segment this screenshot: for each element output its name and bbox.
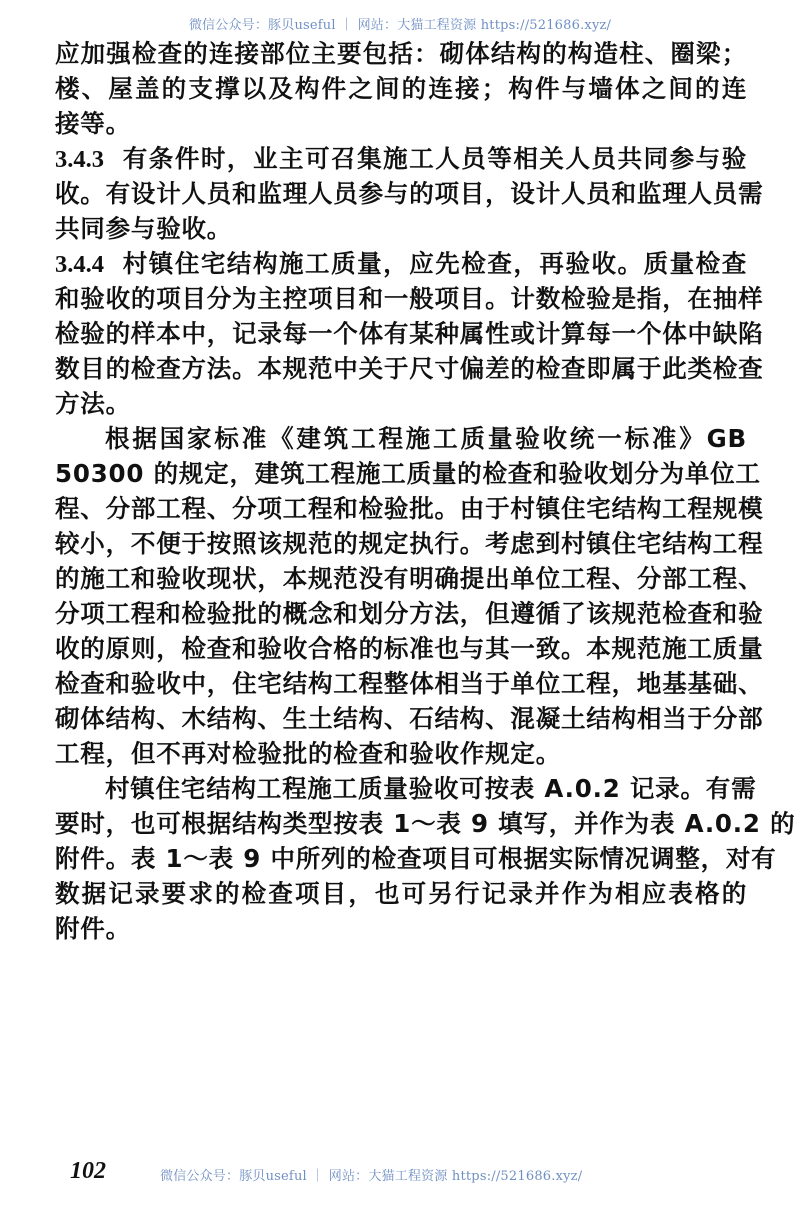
text-line: 分项工程和检验批的概念和划分方法，但遵循了该规范检查和验	[55, 599, 764, 628]
watermark-bottom: 微信公众号：豚贝useful ｜ 网站：大猫工程资源 https://521686.xyz/	[160, 1169, 583, 1184]
text-line: 应加强检查的连接部位主要包括：砌体结构的构造柱、圈梁；	[55, 39, 747, 68]
section-number: 3.4.3	[55, 146, 104, 173]
text-line: 共同参与验收。	[55, 214, 233, 243]
page-body	[55, 36, 796, 946]
text-line: 附件。表 1～表 9 中所列的检查项目可根据实际情况调整，对有	[55, 844, 777, 873]
watermark-top: 微信公众号：豚贝useful ｜ 网站：大猫工程资源 https://521686.xyz/	[188, 18, 612, 33]
text-line: 接等。	[55, 109, 131, 138]
text-line: 砌体结构、木结构、生土结构、石结构、混凝土结构相当于分部	[55, 704, 764, 733]
text-line: 村镇住宅结构工程施工质量验收可按表 A.0.2 记录。有需	[105, 774, 757, 803]
paragraph-table-a02	[55, 771, 796, 946]
text-line: 工程，但不再对检验批的检查和验收作规定。	[55, 739, 561, 768]
section-3-4-3	[55, 141, 764, 246]
text-line: 数据记录要求的检查项目，也可另行记录并作为相应表格的	[55, 879, 747, 908]
section-3-4-4	[55, 246, 764, 421]
text-line: 附件。	[55, 914, 131, 943]
text-line: 检验的样本中，记录每一个体有某种属性或计算每一个体中缺陷	[55, 319, 764, 348]
page-number: 102	[70, 1158, 106, 1184]
text-line: 收。有设计人员和监理人员参与的项目，设计人员和监理人员需	[55, 179, 764, 208]
text-line: 和验收的项目分为主控项目和一般项目。计数检验是指，在抽样	[55, 284, 764, 313]
text-line: 的施工和验收现状，本规范没有明确提出单位工程、分部工程、	[55, 564, 764, 593]
text-line: 楼、屋盖的支撑以及构件之间的连接；构件与墙体之间的连	[55, 74, 747, 103]
paragraph-continuation	[55, 36, 747, 141]
text-line: 收的原则，检查和验收合格的标准也与其一致。本规范施工质量	[55, 634, 764, 663]
text-line: 有条件时，业主可召集施工人员等相关人员共同参与验	[122, 144, 747, 173]
text-line: 村镇住宅结构施工质量，应先检查，再验收。质量检查	[122, 249, 747, 278]
text-line: 程、分部工程、分项工程和检验批。由于村镇住宅结构工程规模	[55, 494, 764, 523]
text-line: 数目的检查方法。本规范中关于尺寸偏差的检查即属于此类检查	[55, 354, 764, 383]
text-line: 检查和验收中，住宅结构工程整体相当于单位工程，地基基础、	[55, 669, 764, 698]
paragraph-gb50300	[55, 421, 764, 771]
text-line: 较小，不便于按照该规范的规定执行。考虑到村镇住宅结构工程	[55, 529, 764, 558]
text-line: 根据国家标准《建筑工程施工质量验收统一标准》GB	[105, 424, 747, 453]
text-line: 要时，也可根据结构类型按表 1～表 9 填写，并作为表 A.0.2 的	[55, 809, 796, 838]
section-number: 3.4.4	[55, 251, 104, 278]
text-line: 50300 的规定，建筑工程施工质量的检查和验收划分为单位工	[55, 459, 761, 488]
text-line: 方法。	[55, 389, 131, 418]
